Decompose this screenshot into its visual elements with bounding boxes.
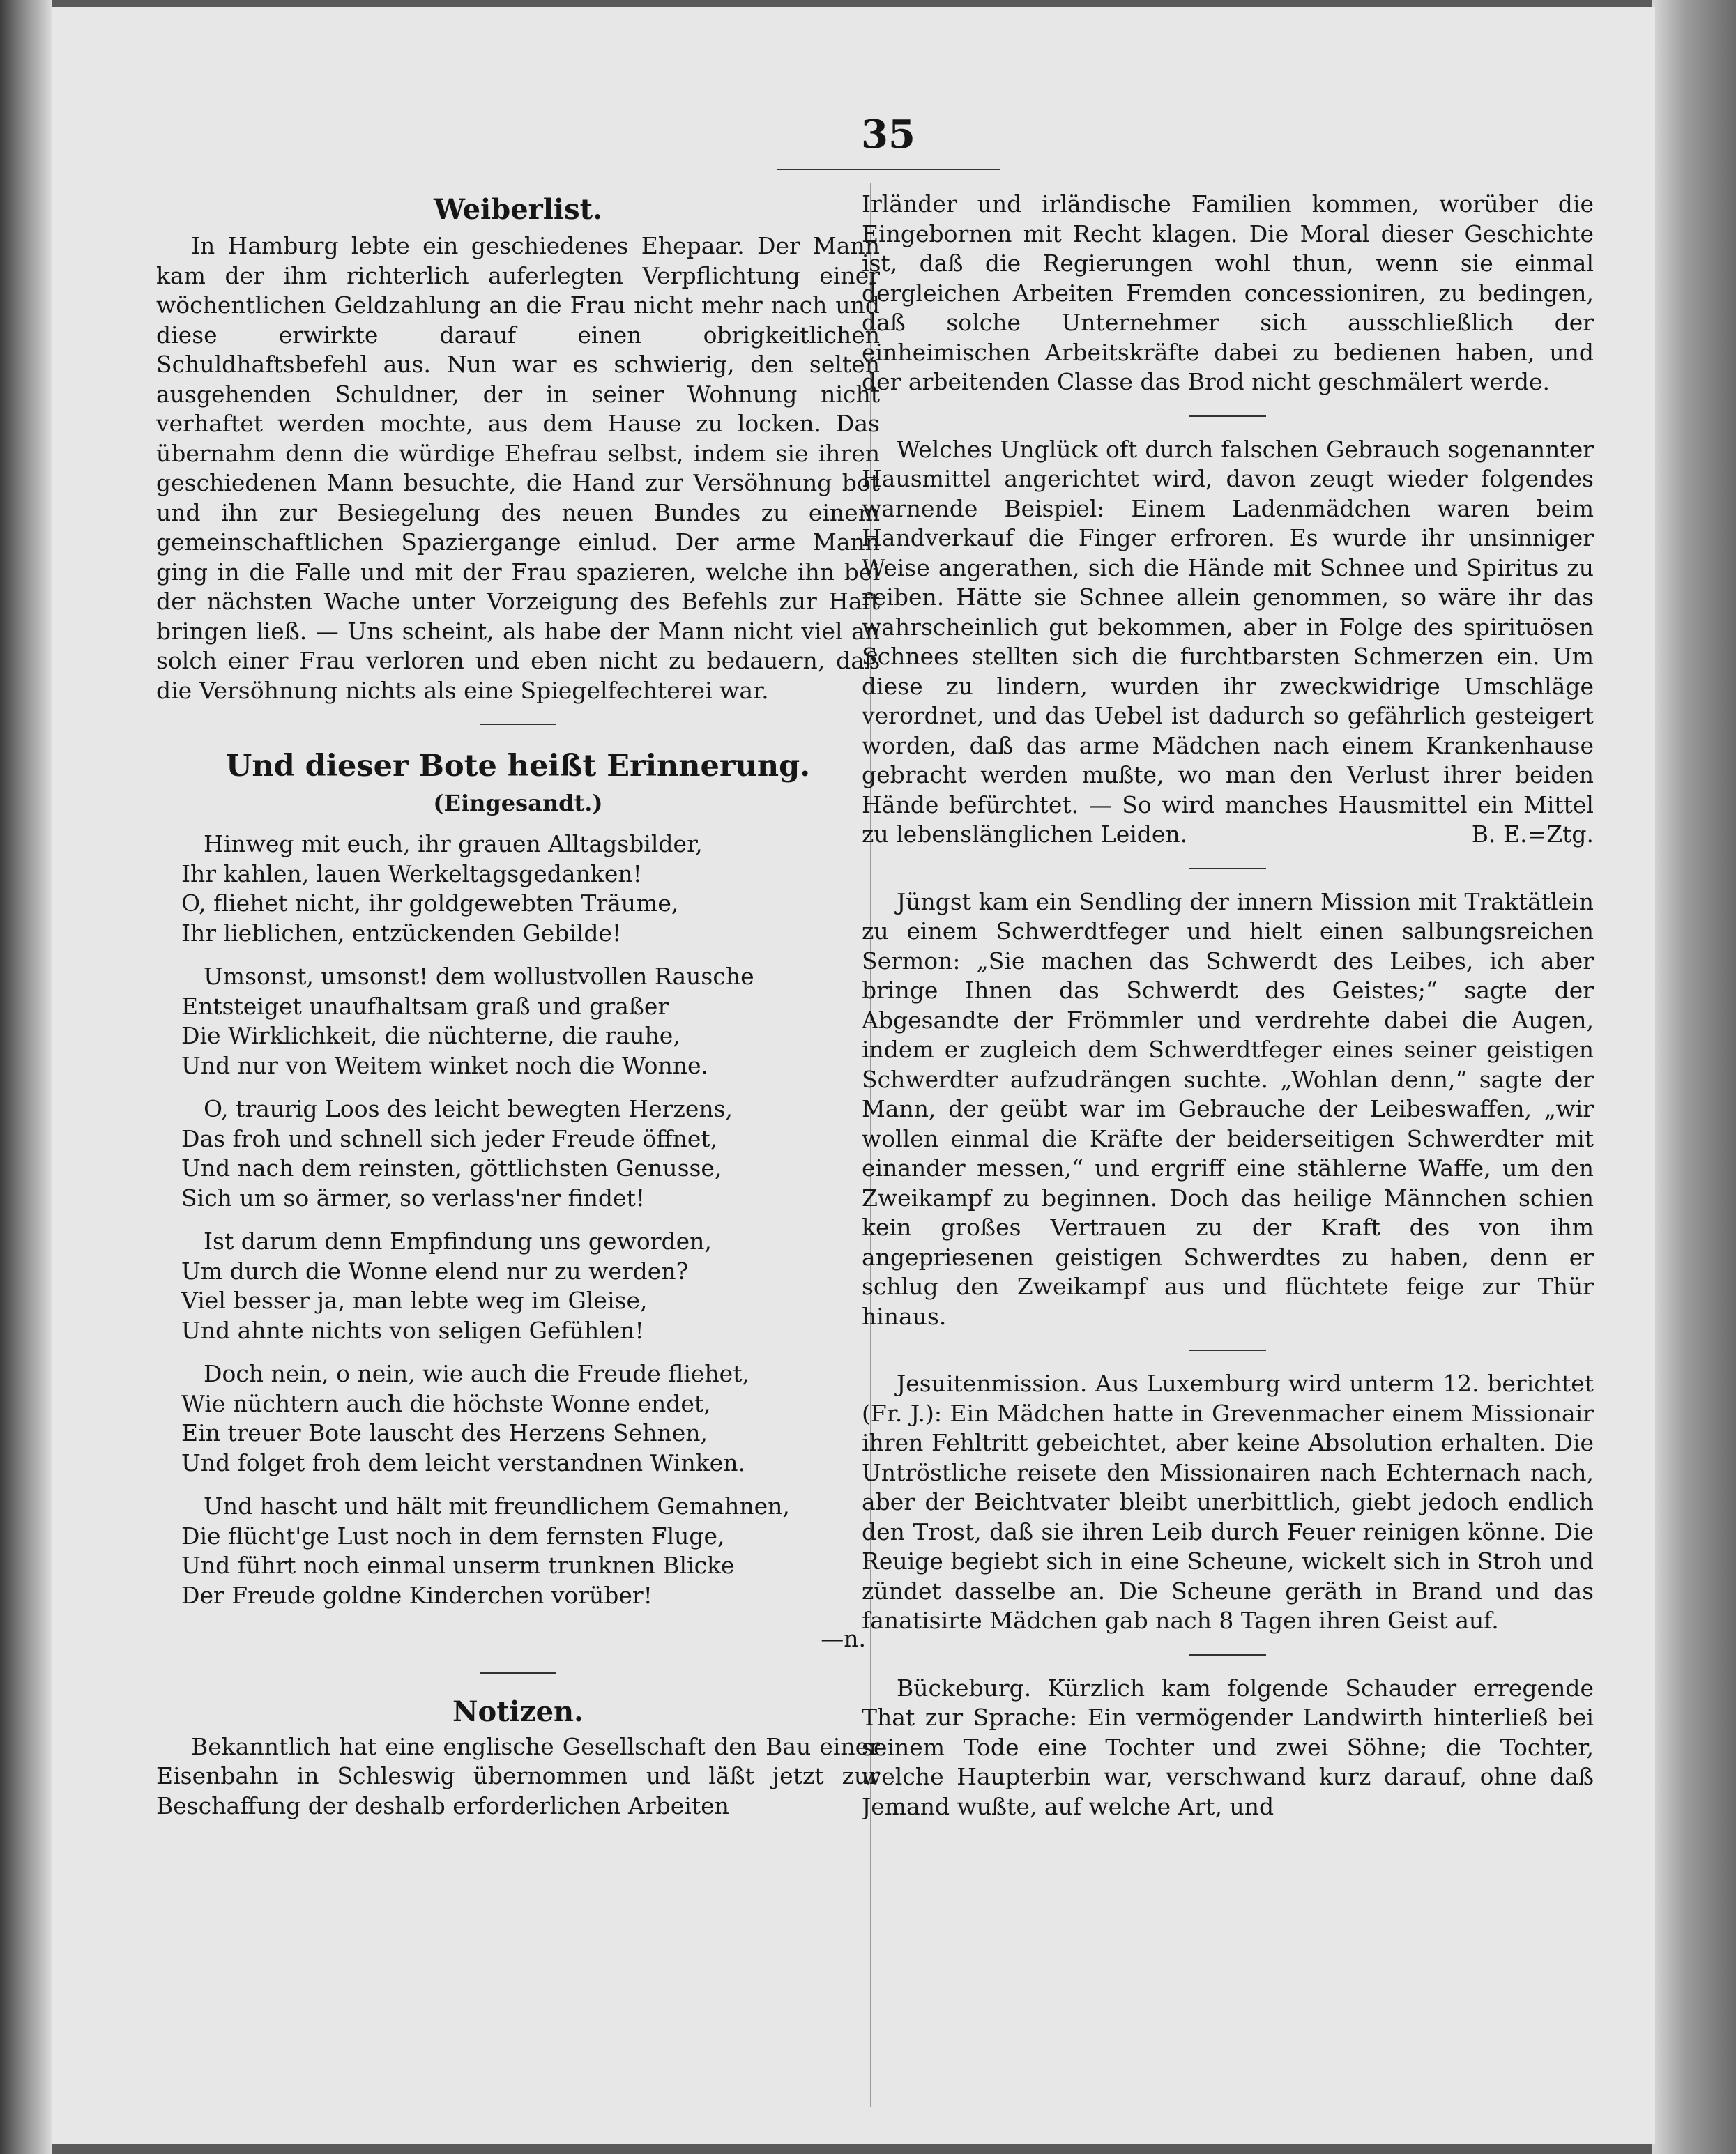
book-spine <box>0 0 52 2154</box>
jesuitenmission-text: Jesuitenmission. Aus Luxemburg wird unterm 12. berichtet (Fr. J.): Ein Mädchen hatte in Grevenmacher einem Missionair ihren Fehltritt gebeichtet, aber keine Absolution erhalten. Die Untröstliche reisete den Missionairen nach Echternach nach, aber der Beichtvater bleibt unerbittlich, giebt jedoch endlich den Trost, daß sie ihren Leib durch Feuer reinigen könne. Die Reuige begiebt sich in eine Scheune, wickelt sich in Stroh und zündet dasselbe an. Die Scheune geräth in Brand und das fanatisirte Mädchen gab nach 8 Tagen ihren Geist auf. <box>862 1370 1594 1634</box>
poem-line: Und nach dem reinsten, göttlichsten Genusse, <box>181 1154 722 1182</box>
poem-line: Doch nein, o nein, wie auch die Freude fliehet, <box>204 1360 749 1387</box>
poem-line: Hinweg mit euch, ihr grauen Alltagsbilder, <box>204 830 703 857</box>
section-divider <box>1189 1654 1266 1656</box>
notizen-title: Notizen. <box>452 1695 584 1728</box>
poem-stanza <box>181 1227 880 1345</box>
poem-line: Und nur von Weitem winket noch die Wonne. <box>181 1051 709 1079</box>
header-rule <box>777 169 1000 170</box>
poem-line: Der Freude goldne Kinderchen vorüber! <box>181 1581 653 1609</box>
left-column <box>156 190 880 2114</box>
section-divider <box>480 724 556 725</box>
hausmittel-source: B. E.=Ztg. <box>1471 820 1594 848</box>
newspaper-page <box>52 7 1655 2144</box>
hausmittel-text <box>862 435 1594 850</box>
poem-line: Ist darum denn Empfindung uns geworden, <box>204 1228 712 1255</box>
weiberlist-title: Weiberlist. <box>433 193 603 226</box>
poem-line: O, traurig Loos des leicht bewegten Herzens, <box>204 1095 733 1122</box>
poem-line: Ein treuer Bote lauscht des Herzens Sehnen, <box>181 1419 708 1446</box>
section-divider <box>1189 1350 1266 1351</box>
poem-line: Und folget froh dem leicht verstandnen Winken. <box>181 1449 746 1476</box>
eisenbahn-continuation: Irländer und irländische Familien kommen, worüber die Eingebornen mit Recht klagen. Die Moral dieser Geschichte ist, daß die Regierungen wohl thun, wenn sie einmal dergleichen Arbeiten Fremden concessioniren, zu bedingen, daß solche Unternehmer sich ausschließlich der einheimischen Arbeitskräfte dabei zu bedienen haben, und der arbeitenden Classe das Brod nicht geschmälert werde. <box>862 190 1594 395</box>
section-divider <box>1189 415 1266 417</box>
poem-line: Um durch die Wonne elend nur zu werden? <box>181 1257 689 1285</box>
poem-line: Und führt noch einmal unserm trunknen Blicke <box>181 1552 735 1579</box>
poem-line: Ihr lieblichen, entzückenden Gebilde! <box>181 919 622 947</box>
notizen-text: Bekanntlich hat eine englische Gesellschaft den Bau einer Eisenbahn in Schleswig übernommen und läßt jetzt zur Beschaffung der deshalb erforderlichen Arbeiten <box>156 1732 880 1819</box>
poem-line: O, fliehet nicht, ihr goldgewebten Träume, <box>181 889 679 917</box>
poem-subtitle: (Eingesandt.) <box>433 790 603 816</box>
poem-line: Entsteiget unaufhaltsam graß und graßer <box>181 992 669 1020</box>
poem <box>181 830 880 1610</box>
section-divider <box>480 1672 556 1674</box>
poem-stanza <box>181 830 880 948</box>
page-number: 35 <box>861 112 915 158</box>
poem-line: Umsonst, umsonst! dem wollustvollen Rausche <box>204 963 754 990</box>
poem-title: Und dieser Bote heißt Erinnerung. <box>225 749 811 784</box>
poem-line: Wie nüchtern auch die höchste Wonne endet, <box>181 1389 711 1417</box>
poem-stanza <box>181 1492 880 1610</box>
bueckeburg-text: Bückeburg. Kürzlich kam folgende Schauder erregende That zur Sprache: Ein vermögender Landwirth hinterließ bei seinem Tode eine Tochter und zwei Söhne; die Tochter, welche Haupterbin war, verschwand kurz darauf, ohne daß Jemand wußte, auf welche Art, und <box>862 1674 1594 1820</box>
poem-line: Und hascht und hält mit freundlichem Gemahnen, <box>204 1492 790 1520</box>
poem-stanza <box>181 962 880 1080</box>
poem-line: Viel besser ja, man lebte weg im Gleise, <box>181 1287 648 1314</box>
poem-stanza <box>181 1359 880 1478</box>
page-edges <box>1652 0 1736 2154</box>
poem-signature: —n. <box>821 1625 866 1652</box>
poem-line: Die flücht'ge Lust noch in dem fernsten Fluge, <box>181 1522 725 1550</box>
section-divider <box>1189 868 1266 869</box>
poem-stanza <box>181 1094 880 1213</box>
poem-line: Die Wirklichkeit, die nüchterne, die rauhe, <box>181 1022 680 1049</box>
weiberlist-text: In Hamburg lebte ein geschiedenes Ehepaar. Der Mann kam der ihm richterlich auferlegten Verpflichtung einer wöchentlichen Geldzahlung an die Frau nicht mehr nach und diese erwirkte darauf einen obrigkeitlichen Schuldhaftsbefehl aus. Nun war es schwierig, den selten ausgehenden Schuldner, der in seiner Wohnung nicht verhaftet werden mochte, aus dem Hause zu locken. Das übernahm denn die würdige Ehefrau selbst, indem sie ihren geschiedenen Mann besuchte, die Hand zur Versöhnung bot und ihn zur Besiegelung des neuen Bundes zu einem gemeinschaftlichen Spaziergange einlud. Der arme Mann ging in die Falle und mit der Frau spazieren, welche ihn bei der nächsten Wache unter Vorzeigung des Befehls zur Haft bringen ließ. — Uns scheint, als habe der Mann nicht viel an solch einer Frau verloren und eben nicht zu bedauern, daß die Versöhnung nichts als eine Spiegelfechterei war. <box>156 232 880 704</box>
poem-line: Und ahnte nichts von seligen Gefühlen! <box>181 1316 644 1344</box>
poem-line: Das froh und schnell sich jeder Freude öffnet, <box>181 1124 718 1152</box>
right-column <box>862 190 1594 2114</box>
hausmittel-body: Welches Unglück oft durch falschen Gebrauch sogenannter Hausmittel angerichtet wird, davon zeugt wieder folgendes warnende Beispiel: Einem Ladenmädchen waren beim Handverkauf die Finger erfroren. Es wurde ihr unsinniger Weise angerathen, sich die Hände mit Schnee und Spiritus zu reiben. Hätte sie Schnee allein genommen, so wäre ihr das wahrscheinlich gut bekommen, aber in Folge des spirituösen Schnees stellten sich die furchtbarsten Schmerzen ein. Um diese zu lindern, wurden ihr zweckwidrige Umschläge verordnet, und das Uebel ist dadurch so gefährlich gesteigert worden, daß das arme Mädchen nach einem Krankenhause gebracht werden mußte, wo man den Verlust ihrer beiden Hände befürchtet. — So wird manches Hausmittel ein Mittel zu lebenslänglichen Leiden. <box>862 435 1594 848</box>
poem-line: Ihr kahlen, lauen Werkeltagsgedanken! <box>181 860 642 887</box>
sendling-text: Jüngst kam ein Sendling der innern Mission mit Traktätlein zu einem Schwerdtfeger und hielt einen salbungsreichen Sermon: „Sie machen das Schwerdt des Leibes, ich aber bringe Ihnen das Schwerdt des Geistes;“ sagte der Abgesandte der Frömmler und verdrehte dabei die Augen, indem er zugleich dem Schwerdtfeger eines seiner geistigen Schwerdter aufzudrängen suchte. „Wohlan denn,“ sagte der Mann, der geübt war im Gebrauche der Leibeswaffen, „wir wollen einmal die Kräfte der beiderseitigen Schwerdter mit einander messen,“ und ergriff eine stählerne Waffe, um den Zweikampf zu beginnen. Doch das heilige Männchen schien kein großes Vertrauen zu der Kraft des von ihm angepriesenen geistigen Schwerdtes zu haben, denn er schlug den Zweikampf aus und flüchtete feige zur Thür hinaus. <box>862 887 1594 1330</box>
poem-line: Sich um so ärmer, so verlass'ner findet! <box>181 1184 646 1212</box>
